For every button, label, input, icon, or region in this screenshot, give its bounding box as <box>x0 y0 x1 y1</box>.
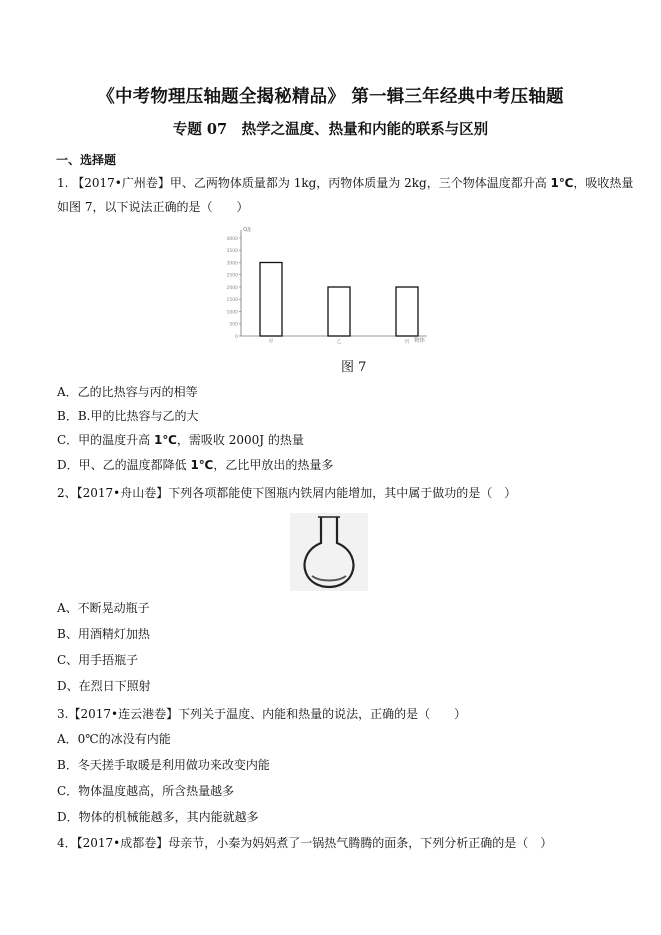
flask-icon <box>290 513 368 591</box>
y-tick-label: 4000 <box>226 236 238 242</box>
heat-bar-chart <box>225 224 445 351</box>
question-3-option-a: A．0℃的冰没有内能 <box>57 732 171 746</box>
x-tick-label: 丙 <box>404 339 410 345</box>
section-heading: 一、选择题 <box>56 153 117 167</box>
question-1-option-a: A．乙的比热容与丙的相等 <box>57 385 198 399</box>
bar-1 <box>260 263 282 337</box>
question-3-stem: 3.【2017•连云港卷】下列关于温度、内能和热量的说法，正确的是（ ） <box>57 707 467 721</box>
question-1-stem-line1 <box>57 175 633 191</box>
bar-3 <box>396 287 418 336</box>
question-1-option-d: D．甲、乙的温度都降低 1℃，乙比甲放出的热量多 <box>57 458 334 472</box>
y-axis-label: Q/J <box>243 227 251 233</box>
y-tick-label: 2500 <box>226 273 238 279</box>
question-2-option-a: A、不断晃动瓶子 <box>57 601 150 615</box>
y-tick-label: 2000 <box>226 285 238 291</box>
temperature-unit: 1℃ <box>550 176 574 190</box>
flask-image <box>290 513 368 591</box>
question-1-option-c: C．甲的温度升高 1℃，需吸收 2000J 的热量 <box>57 433 304 447</box>
chart-bars <box>260 263 418 337</box>
x-tick-label: 甲 <box>268 339 274 345</box>
x-tick-label: 乙 <box>336 339 342 345</box>
question-2-stem: 2、【2017•舟山卷】下列各项都能使下图瓶内铁屑内能增加，其中属于做功的是（ ） <box>57 486 517 500</box>
question-2-option-d: D、在烈日下照射 <box>57 679 151 693</box>
question-3-option-c: C．物体温度越高，所含热量越多 <box>57 784 235 798</box>
figure-label: 图 7 <box>341 360 367 375</box>
question-1-text: 1. 【2017•广州卷】甲、乙两物体质量都为 1kg，丙物体质量为 2kg，三个物体温度都升高 <box>57 176 551 190</box>
question-2-option-c: C、用手捂瓶子 <box>57 653 139 667</box>
question-3-option-d: D．物体的机械能越多，其内能就越多 <box>57 810 259 824</box>
bar-2 <box>328 287 350 336</box>
y-tick-label: 3000 <box>226 261 238 267</box>
question-1-text-end: ，吸收热量 <box>573 176 634 190</box>
question-1-stem-line2: 如图 7，以下说法正确的是（ ） <box>57 200 249 214</box>
x-axis-label: 物体 <box>413 338 425 344</box>
y-tick-label: 1500 <box>226 298 238 304</box>
y-tick-label: 500 <box>229 322 238 328</box>
y-tick-label: 3500 <box>226 249 238 255</box>
y-tick-label: 1000 <box>226 310 238 316</box>
y-tick-label: 0 <box>235 334 238 340</box>
question-3-option-b: B．冬天搓手取暖是利用做功来改变内能 <box>57 758 270 772</box>
topic-title: 专题 07 热学之温度、热量和内能的联系与区别 <box>172 121 489 138</box>
question-2-option-b: B、用酒精灯加热 <box>57 627 150 641</box>
question-4-stem: 4．【2017•成都卷】母亲节，小秦为妈妈煮了一锅热气腾腾的面条，下列分析正确的是（ ） <box>57 836 553 850</box>
document-title: 《中考物理压轴题全揭秘精品》 第一辑三年经典中考压轴题 <box>97 87 564 107</box>
question-1-option-b: B．B.甲的比热容与乙的大 <box>57 409 199 423</box>
